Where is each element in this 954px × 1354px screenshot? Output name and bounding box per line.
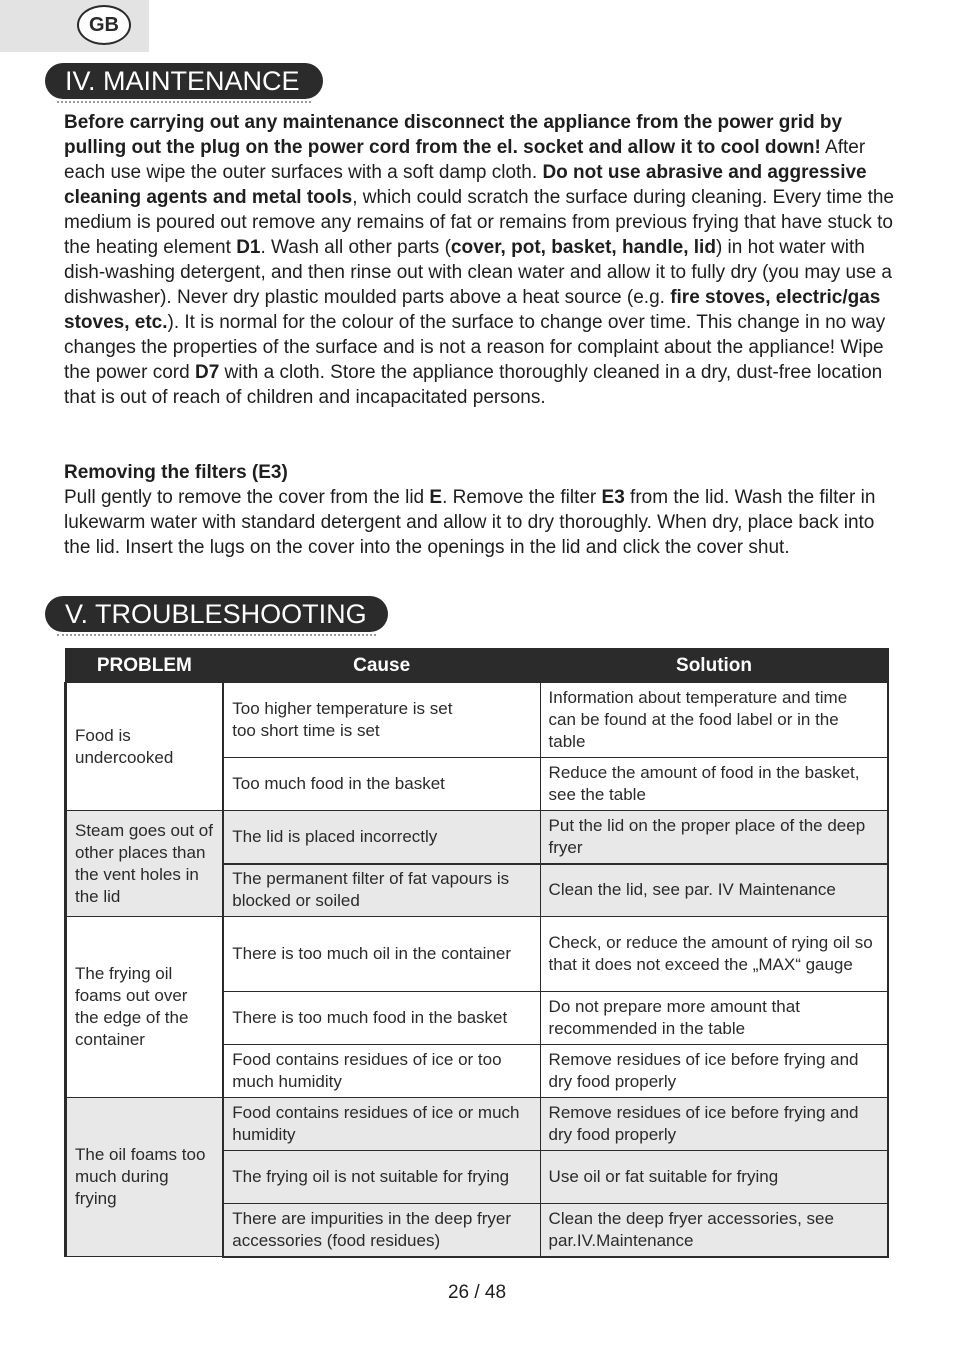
solution-cell: Put the lid on the proper place of the deep fryer: [540, 811, 888, 864]
filters-heading: Removing the filters (E3): [64, 462, 288, 483]
cause-cell: The frying oil is not suitable for frying: [223, 1151, 540, 1204]
section-title-troubleshooting: V. TROUBLESHOOTING: [45, 596, 388, 632]
maintenance-paragraph: Before carrying out any maintenance disconnect the appliance from the power grid by pulling out the plug on the power cord from the el. socket and allow it to cool down! After each use wipe the outer surfaces with a soft damp cloth. Do not use abrasive and aggressive cleaning agents and metal tools, which could scratch the surface during cleaning. Every time the medium is poured out remove any remains of fat or remains from previous frying that have stuck to the heating element D1. Wash all other parts (cover, pot, basket, handle, lid) in hot water with dish-washing detergent, and then rinse out with clean water and allow it to fully dry (you may use a dishwasher). Never dry plastic moulded parts above a heat source (e.g. fire stoves, electric/gas stoves, etc.). It is normal for the colour of the surface to change over time. This change in no way changes the properties of the surface and is not a reason for complaint about the appliance! Wipe the power cord D7 with a cloth. Store the appliance thoroughly cleaned in a dry, dust-free location that is out of reach of children and incapacitated persons.: [64, 112, 895, 408]
cause-cell: There are impurities in the deep fryer accessories (food residues): [223, 1204, 540, 1257]
filters-section: [64, 460, 896, 560]
table-header-row: [66, 649, 889, 683]
cause-cell: There is too much food in the basket: [223, 992, 540, 1045]
cause-cell: The permanent filter of fat vapours is blocked or soiled: [223, 864, 540, 917]
solution-cell: Check, or reduce the amount of rying oil so that it does not exceed the „MAX“ gauge: [540, 917, 888, 992]
header-solution: Solution: [540, 649, 888, 683]
problem-cell: The frying oil foams out over the edge of the container: [66, 917, 224, 1098]
problem-cell: The oil foams too much during frying: [66, 1098, 224, 1257]
solution-cell: Remove residues of ice before frying and dry food properly: [540, 1098, 888, 1151]
cause-cell: Too much food in the basket: [223, 758, 540, 811]
cause-cell: Too higher temperature is set too short time is set: [223, 683, 540, 758]
solution-cell: Do not prepare more amount that recommended in the table: [540, 992, 888, 1045]
filters-paragraph: Pull gently to remove the cover from the lid E. Remove the filter E3 from the lid. Wash the filter in lukewarm water with standard detergent and allow it to dry thoroughly. When dry, place back into the lid. Insert the lugs on the cover into the openings in the lid and click the cover shut.: [64, 487, 876, 558]
solution-cell: Clean the lid, see par. IV Maintenance: [540, 864, 888, 917]
solution-cell: Remove residues of ice before frying and dry food properly: [540, 1045, 888, 1098]
language-badge: GB: [77, 5, 131, 45]
cause-cell: The lid is placed incorrectly: [223, 811, 540, 864]
problem-cell: Food is undercooked: [66, 683, 224, 811]
table-row: [66, 1098, 889, 1151]
solution-cell: Clean the deep fryer accessories, see par.IV.Maintenance: [540, 1204, 888, 1257]
problem-cell: Steam goes out of other places than the vent holes in the lid: [66, 811, 224, 917]
solution-cell: Reduce the amount of food in the basket, see the table: [540, 758, 888, 811]
table-row: [66, 683, 889, 758]
header-problem: PROBLEM: [66, 649, 224, 683]
section-title-maintenance: IV. MAINTENANCE: [45, 63, 323, 99]
solution-cell: Use oil or fat suitable for frying: [540, 1151, 888, 1204]
cause-cell: Food contains residues of ice or much humidity: [223, 1098, 540, 1151]
table-row: [66, 811, 889, 864]
table-row: [66, 917, 889, 992]
header-cause: Cause: [223, 649, 540, 683]
cause-cell: There is too much oil in the container: [223, 917, 540, 992]
page-number: 26 / 48: [447, 1282, 507, 1303]
solution-cell: Information about temperature and time can be found at the food label or in the table: [540, 683, 888, 758]
troubleshooting-table: [64, 648, 889, 1258]
cause-cell: Food contains residues of ice or too much humidity: [223, 1045, 540, 1098]
